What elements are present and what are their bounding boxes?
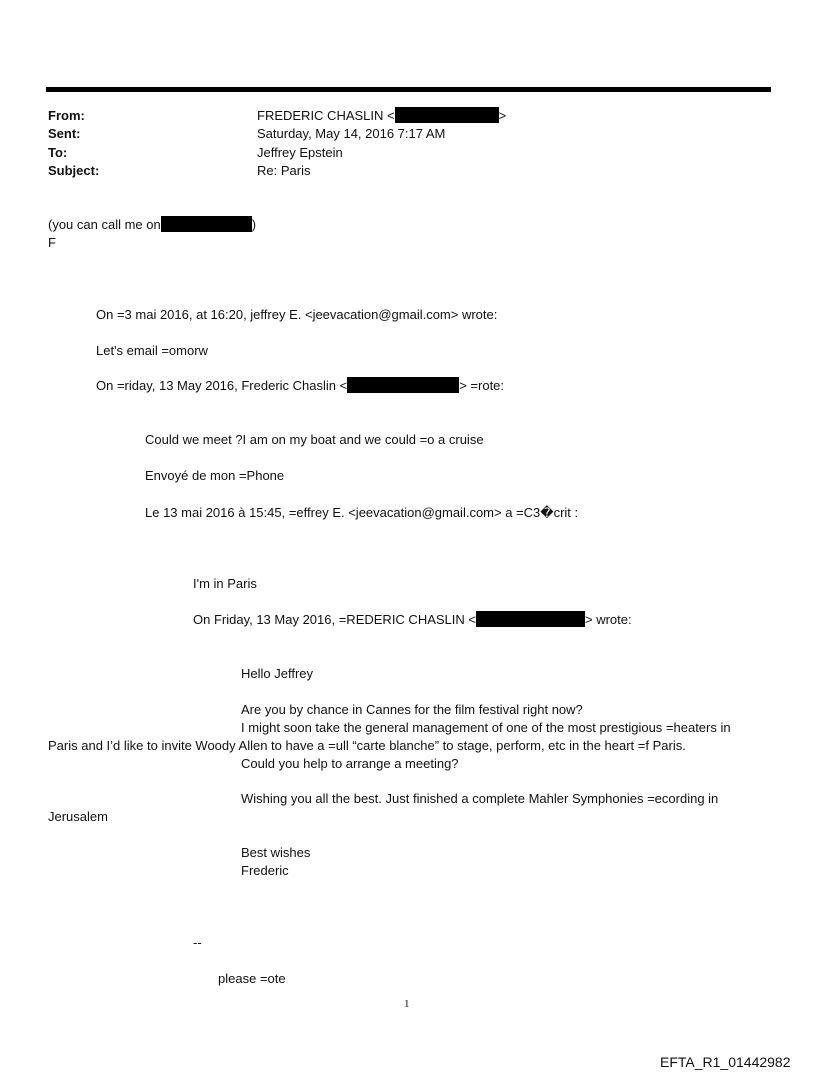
subject-value: Re: Paris (257, 163, 311, 178)
quote4-header-pre: On Friday, 13 May 2016, =REDERIC CHASLIN < (193, 612, 476, 627)
quote1-header: On =3 mai 2016, at 16:20, jeffrey E. <jeevacation@gmail.com> wrote: (96, 307, 498, 322)
to-label: To: (48, 145, 68, 160)
redaction-box (347, 377, 459, 393)
quote4-para2b: Paris and I’d like to invite Woody Allen to have a =ull “carte blanche” to stage, perform, etc in the heart =f Paris. (48, 738, 686, 753)
call-me-close: ) (251, 217, 257, 232)
quote2-header (96, 377, 504, 394)
from-name: FREDERIC CHASLIN < (257, 108, 395, 123)
quote4-para2a: I might soon take the general management of one of the most prestigious =heaters in (241, 720, 731, 735)
quote4-para4a: Wishing you all the best. Just finished a complete Mahler Symphonies =ecording in (241, 791, 719, 806)
redaction-box (395, 107, 499, 123)
from-value (257, 107, 506, 124)
quote4-greeting: Hello Jeffrey (241, 666, 314, 681)
quote4-header (193, 611, 632, 628)
subject-label: Subject: (48, 163, 100, 178)
signature-initial: F (48, 235, 56, 250)
from-close: > (498, 108, 507, 123)
call-me-line (48, 216, 256, 233)
signature-dash: -- (193, 935, 202, 950)
redaction-box (476, 611, 585, 627)
from-label: From: (48, 108, 85, 123)
sent-value: Saturday, May 14, 2016 7:17 AM (257, 126, 446, 141)
quote2-header-pre: On =riday, 13 May 2016, Frederic Chaslin < (96, 378, 348, 393)
quote4-para1: Are you by chance in Cannes for the film festival right now? (241, 702, 583, 717)
to-value: Jeffrey Epstein (257, 145, 343, 160)
quote2-signature: Envoyé de mon =Phone (145, 468, 285, 483)
quote1-text: Let's email =omorw (96, 343, 208, 358)
quote4-para4b: Jerusalem (48, 809, 108, 824)
quote4-para3: Could you help to arrange a meeting? (241, 756, 459, 771)
quote4-header-post: > wrote: (584, 612, 632, 627)
header-rule (46, 87, 771, 92)
page-number: 1 (404, 998, 410, 1010)
redaction-box (161, 216, 252, 232)
sent-label: Sent: (48, 126, 81, 141)
quote2-header-post: > =rote: (459, 378, 505, 393)
quote4-closing: Best wishes (241, 845, 311, 860)
quote4-sender: Frederic (241, 863, 289, 878)
document-id: EFTA_R1_01442982 (660, 1054, 791, 1070)
call-me-text: (you can call me on (48, 217, 161, 232)
quote2-text: Could we meet ?I am on my boat and we could =o a cruise (145, 432, 484, 447)
quote3-header: Le 13 mai 2016 à 15:45, =effrey E. <jeevacation@gmail.com> a =C3�crit : (145, 505, 579, 520)
quote3-text: I'm in Paris (193, 576, 257, 591)
please-note: please =ote (218, 971, 286, 986)
